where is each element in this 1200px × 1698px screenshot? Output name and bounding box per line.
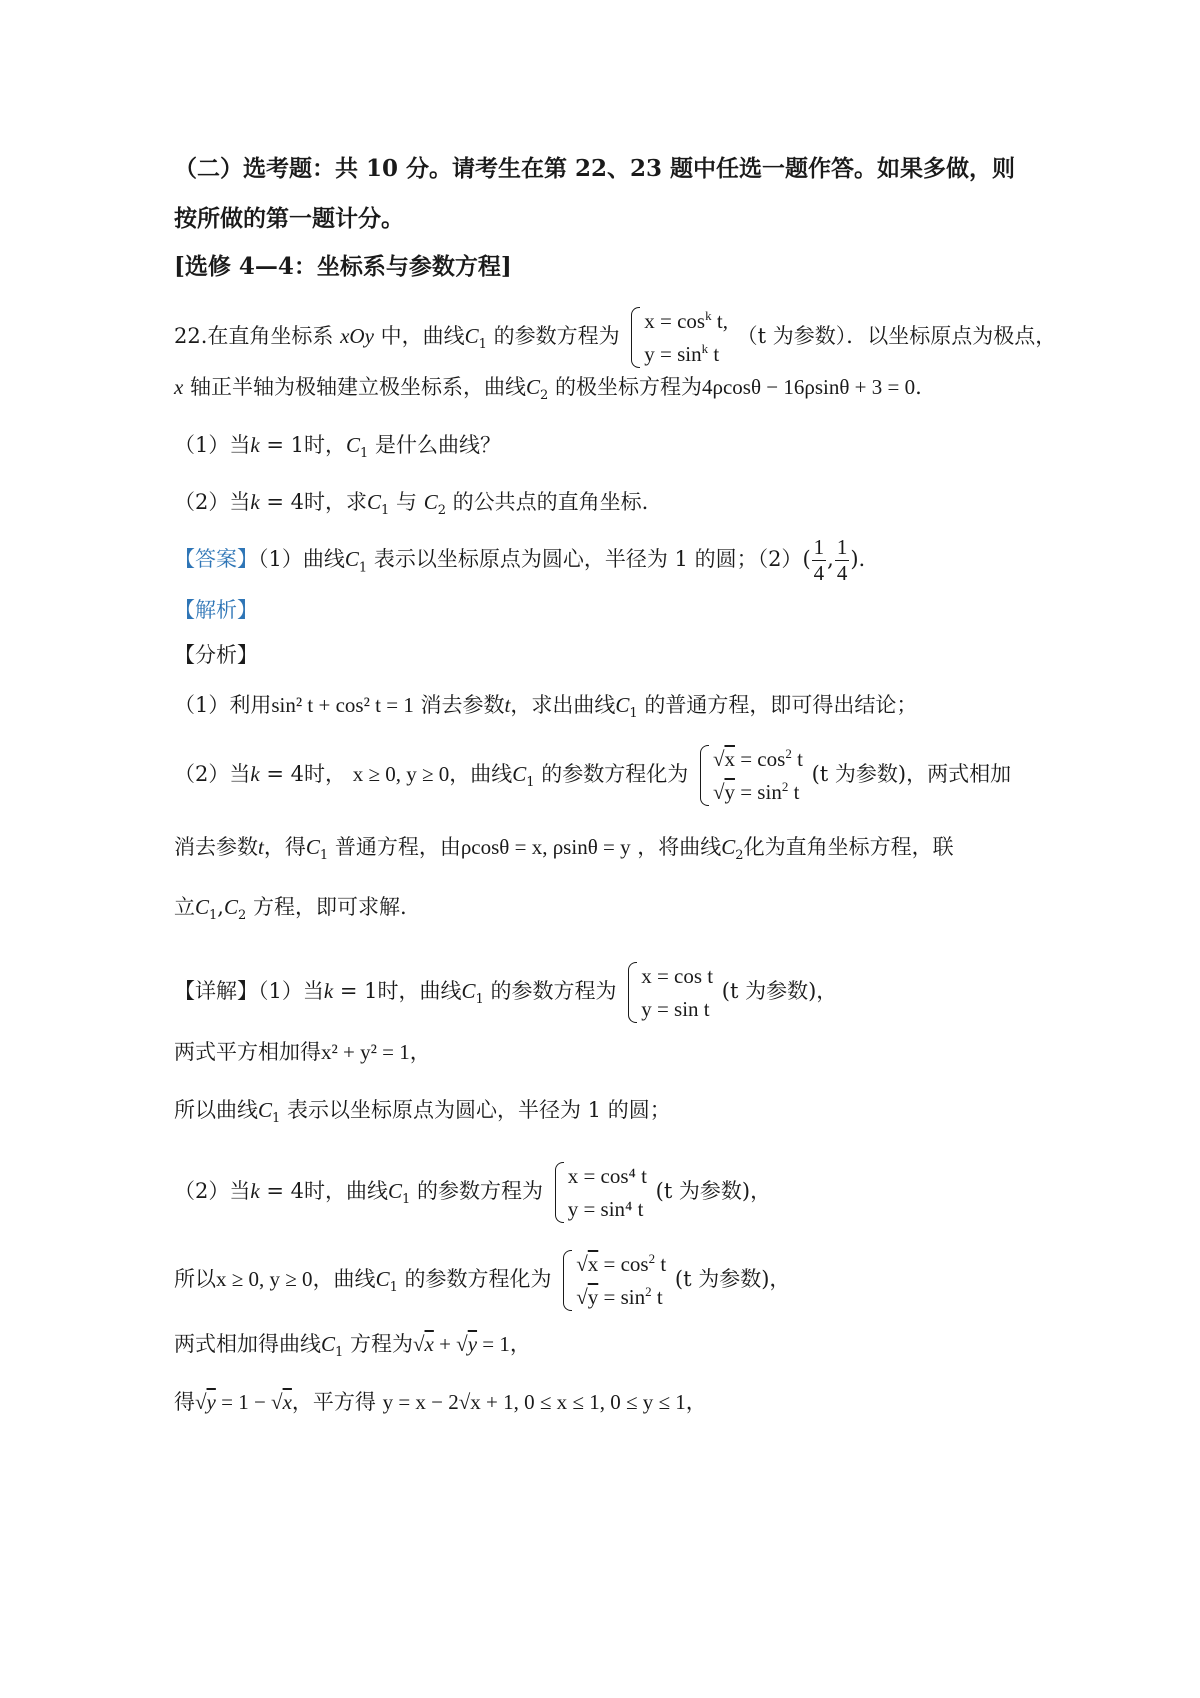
parametric-system bbox=[628, 305, 728, 370]
detail-text: (t 为参数)， bbox=[721, 979, 838, 1004]
sqrt-system: $√x = \cos^2 t$ $√y = \sin^2 t$ bbox=[697, 743, 803, 808]
detail-l4: （2）当k = 4时，曲线$C_1$ 的参数方程为 x = cos⁴ t y = sin⁴ t (t 为参数)， bbox=[174, 1160, 771, 1225]
fenxi-p4: 立$C_1,C_2$ 方程，即可求解. bbox=[174, 895, 407, 924]
circle-equation: x² + y² = 1 bbox=[321, 1040, 410, 1064]
condition: x ≥ 0, y ≥ 0 bbox=[352, 762, 450, 787]
detail-l2 bbox=[174, 1040, 431, 1065]
answer-line: 【答案】（1）曲线$C_1$ 表示以坐标原点为圆心，半径为 1 的圆；（2）( $\frac{1}{4}$ , $\frac{1}{4}$ ). bbox=[174, 535, 866, 586]
final-equation: y = x − 2√x + 1, 0 ≤ x ≤ 1, 0 ≤ y ≤ 1 bbox=[382, 1390, 686, 1414]
fenxi-text: 化为直角坐标方程，联 bbox=[743, 835, 954, 859]
fenxi-text: 的普通方程，即可得出结论； bbox=[644, 693, 918, 717]
polar-equation: 4ρcosθ − 16ρsinθ + 3 = 0 bbox=[702, 375, 916, 399]
detail-text: ，平方得 bbox=[291, 1390, 376, 1414]
fenxi-tag: 【分析】 bbox=[174, 643, 258, 667]
detail-text: （2）当 bbox=[174, 1179, 251, 1204]
detail-text: 两式相加得曲线 bbox=[174, 1332, 321, 1356]
detail-l5: 所以x ≥ 0, y ≥ 0，曲线$C_1$ 的参数方程化为 $√x = \cos^2 t$ $√y = \sin^2 t$ (t 为参数)， bbox=[174, 1248, 790, 1313]
fenxi-text: 立 bbox=[174, 895, 195, 919]
eq-line: x = cos t bbox=[641, 964, 714, 988]
fenxi-text: 消去参数 bbox=[420, 693, 505, 717]
fenxi-text: ，得 bbox=[263, 835, 306, 859]
stem-text: 的极坐标方程为 bbox=[555, 375, 702, 399]
detail-text: （1）当 bbox=[258, 979, 324, 1004]
detail-text: 所以 bbox=[174, 1267, 216, 1292]
stem-text: 轴正半轴为极轴建立极坐标系，曲线 bbox=[190, 375, 527, 399]
part-text: 时， bbox=[304, 433, 347, 457]
question-line2: x 轴正半轴为极轴建立极坐标系，曲线$C_2$ 的极坐标方程为4ρcosθ − 16ρsinθ + 3 = 0. bbox=[174, 375, 922, 404]
eq-sup: k bbox=[705, 308, 712, 323]
parametric-system bbox=[625, 960, 713, 1025]
detail-text: 时，曲线 bbox=[304, 1179, 389, 1204]
eq-tail: t, bbox=[711, 309, 728, 333]
detail-l3: 所以曲线$C_1$ 表示以坐标原点为圆心，半径为 1 的圆； bbox=[174, 1098, 671, 1127]
elective-heading: [选修 4—4：坐标系与参数方程] bbox=[174, 253, 512, 280]
eq-tail: t bbox=[708, 341, 720, 366]
eq-sup: k bbox=[701, 340, 709, 356]
answer-text: （1）曲线 bbox=[258, 547, 345, 572]
part-text: 与 bbox=[396, 490, 417, 514]
fraction-den: 4 bbox=[813, 561, 825, 586]
detail-tag: 【详解】 bbox=[174, 979, 258, 1004]
question-part2: （2）当k = 4时，求$C_1$ 与 $C_2$ 的公共点的直角坐标. bbox=[174, 490, 649, 519]
fraction bbox=[835, 535, 850, 586]
detail-l1: 【详解】（1）当k = 1时，曲线$C_1$ 的参数方程为 x = cos t y = sin t (t 为参数)， bbox=[174, 960, 837, 1025]
polar-conversion: ρcosθ = x, ρsinθ = y bbox=[460, 835, 631, 859]
detail-text: 时，曲线 bbox=[377, 979, 462, 1004]
fenxi-p2: （2）当k = 4时， x ≥ 0, y ≥ 0，曲线$C_1$ 的参数方程化为 $√x = \cos^2 t$ $√y = \sin^2 t$ (t 为参数)，两式相加 bbox=[174, 743, 1011, 808]
fenxi-p1: （1）利用sin² t + cos² t = 1 消去参数t，求出曲线$C_1$ 的普通方程，即可得出结论； bbox=[174, 693, 918, 722]
analysis-tag: 【解析】 bbox=[174, 598, 258, 622]
fenxi-text: （1）利用 bbox=[174, 693, 272, 717]
part-text: 的公共点的直角坐标. bbox=[452, 490, 649, 514]
answer-tag: 【答案】 bbox=[174, 547, 258, 572]
sqrt-system: $√x = \cos^2 t$ $√y = \sin^2 t$ bbox=[560, 1248, 666, 1313]
eq-line: y = sin t bbox=[641, 996, 710, 1021]
detail-text: ， bbox=[409, 1040, 431, 1064]
fraction-den: 4 bbox=[836, 561, 848, 586]
eq-line: x = cos⁴ t bbox=[567, 1164, 647, 1188]
eq-line: y = sin⁴ t bbox=[567, 1196, 644, 1221]
question-number: 22. bbox=[174, 324, 208, 349]
detail-text: 所以曲线 bbox=[174, 1098, 258, 1122]
fenxi-text: (t 为参数)，两式相加 bbox=[811, 762, 1012, 787]
section-heading-line1: （二）选考题：共 10 分。请考生在第 22、23 题中任选一题作答。如果多做，则 bbox=[174, 155, 1016, 182]
fenxi-text: ，求出曲线 bbox=[510, 693, 616, 717]
eq-line: x = cos bbox=[644, 309, 706, 333]
detail-text: 的参数方程为 bbox=[417, 1179, 543, 1204]
answer-text: 表示以坐标原点为圆心，半径为 1 的圆；（2） bbox=[373, 547, 803, 572]
part-text: 时，求 bbox=[304, 490, 368, 514]
fenxi-text: ，曲线 bbox=[449, 762, 513, 787]
detail-text: ，曲线 bbox=[312, 1267, 376, 1292]
trig-identity: sin² t + cos² t = 1 bbox=[271, 693, 414, 717]
eq-line: y = sin bbox=[644, 341, 702, 366]
fenxi-text: 消去参数 bbox=[174, 835, 258, 859]
question-stem: 22.在直角坐标系 xOy 中，曲线$C_1$ 的参数方程为 $x = \cos^k t$, $y = \sin^k t$ （t 为参数）．以坐标原点为极点， bbox=[174, 305, 1056, 370]
detail-text: 两式平方相加得 bbox=[174, 1040, 321, 1064]
fenxi-text: 普通方程，由 bbox=[334, 835, 461, 859]
stem-text: 中，曲线 bbox=[380, 324, 465, 349]
fraction-num: 1 bbox=[812, 535, 827, 561]
detail-text: 表示以坐标原点为圆心，半径为 1 的圆； bbox=[286, 1098, 671, 1122]
param-note: （t 为参数）．以坐标原点为极点， bbox=[736, 324, 1057, 349]
fenxi-text: 时， bbox=[304, 762, 347, 787]
stem-text: 的参数方程为 bbox=[493, 324, 620, 349]
parametric-system bbox=[552, 1160, 647, 1225]
fraction-num: 1 bbox=[835, 535, 850, 561]
detail-l7: 得√y = 1 − √x，平方得 y = x − 2√x + 1, 0 ≤ x ≤ 1, 0 ≤ y ≤ 1， bbox=[174, 1390, 707, 1414]
part-text: 是什么曲线？ bbox=[375, 433, 501, 457]
fenxi-text: （2）当 bbox=[174, 762, 251, 787]
fenxi-text: 方程，即可求解. bbox=[252, 895, 407, 919]
part-text: （2）当 bbox=[174, 490, 251, 514]
fenxi-p3: 消去参数t，得$C_1$ 普通方程，由ρcosθ = x, ρsinθ = y ，将曲线$C_2$化为直角坐标方程，联 bbox=[174, 835, 954, 864]
detail-text: 方程为 bbox=[349, 1332, 413, 1356]
question-part1: （1）当k = 1时，$C_1$ 是什么曲线？ bbox=[174, 433, 501, 462]
detail-text: (t 为参数)， bbox=[655, 1179, 772, 1204]
part-text: （1）当 bbox=[174, 433, 251, 457]
fraction bbox=[812, 535, 827, 586]
detail-l6: 两式相加得曲线$C_1$ 方程为√x + √y = 1， bbox=[174, 1332, 531, 1361]
stem-text: 在直角坐标系 bbox=[207, 324, 334, 349]
condition: x ≥ 0, y ≥ 0 bbox=[216, 1267, 313, 1292]
section-heading-line2: 按所做的第一题计分。 bbox=[174, 205, 404, 232]
fenxi-text: 的参数方程化为 bbox=[541, 762, 689, 787]
fenxi-text: ，将曲线 bbox=[637, 835, 722, 859]
detail-text: 的参数方程化为 bbox=[404, 1267, 552, 1292]
detail-text: 得 bbox=[174, 1390, 195, 1414]
detail-text: ， bbox=[685, 1390, 707, 1414]
detail-text: (t 为参数)， bbox=[674, 1267, 791, 1292]
detail-text: ， bbox=[509, 1332, 531, 1356]
detail-text: 的参数方程为 bbox=[490, 979, 617, 1004]
